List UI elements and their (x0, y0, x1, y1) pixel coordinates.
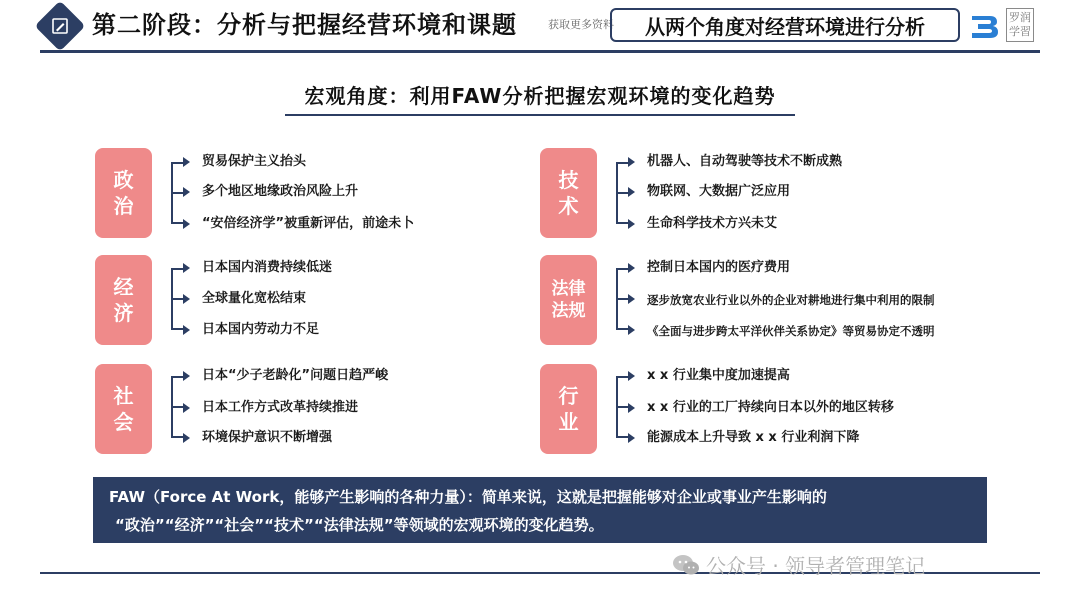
factor-item: 贸易保护主义抬头 (202, 154, 307, 169)
pencil-icon (35, 1, 86, 52)
factor-item: 物联网、大数据广泛应用 (647, 184, 791, 199)
section-title: 从两个角度对经营环境进行分析 (610, 8, 960, 42)
factor-label: 政 治 (113, 168, 134, 218)
logo-stamp: 罗润 学習 (1006, 8, 1034, 42)
factor-label: 行 业 (558, 384, 579, 434)
factor-item: 控制日本国内的医疗费用 (647, 260, 791, 275)
definition-box (93, 477, 987, 543)
factor-item: 多个地区地缘政治风险上升 (202, 184, 359, 199)
brand-logo-icon (970, 12, 1000, 40)
factor-badge (95, 148, 152, 238)
definition-line: “政治”“经济”“社会”“技术”“法律法规”等领域的宏观环境的变化趋势。 (115, 516, 604, 534)
subtitle: 宏观角度：利用FAW分析把握宏观环境的变化趋势 (304, 84, 776, 108)
factor-badge (95, 364, 152, 454)
factor-item: 能源成本上升导致 x x 行业利润下降 (647, 430, 860, 445)
factor-label: 技 术 (558, 168, 579, 218)
subtitle-underline (285, 114, 795, 116)
wechat-icon (672, 554, 700, 576)
factor-badge (540, 148, 597, 238)
factor-item: 全球量化宽松结束 (202, 291, 307, 306)
factor-badge (95, 255, 152, 345)
factor-item: 逐步放宽农业行业以外的企业对耕地进行集中利用的限制 (647, 293, 935, 307)
definition-line: FAW（Force At Work，能够产生影响的各种力量）：简单来说，这就是把握能够对企业或事业产生影响的 (109, 488, 827, 506)
factor-item: 《全面与进步跨太平洋伙伴关系协定》等贸易协定不透明 (647, 324, 935, 338)
factor-label: 经 济 (113, 275, 134, 325)
header-divider (40, 50, 1040, 53)
factor-label: 社 会 (113, 384, 134, 434)
header-watermark: 获取更多资料 (548, 18, 614, 31)
factor-item: 生命科学技术方兴未艾 (647, 216, 778, 231)
factor-item: “安倍经济学”被重新评估，前途未卜 (202, 216, 415, 231)
factor-badge (540, 364, 597, 454)
factor-item: x x 行业集中度加速提高 (647, 368, 790, 383)
factor-item: x x 行业的工厂持续向日本以外的地区转移 (647, 400, 894, 415)
factor-label: 法律 法规 (551, 279, 586, 321)
factor-item: 日本工作方式改革持续推进 (202, 400, 359, 415)
factor-item: 日本国内劳动力不足 (202, 322, 320, 337)
footer-watermark (672, 550, 925, 579)
factor-badge (540, 255, 597, 345)
footer-watermark-text: 公众号 · 领导者管理笔记 (706, 554, 926, 578)
factor-item: 日本国内消费持续低迷 (202, 260, 333, 275)
factor-item: 环境保护意识不断增强 (202, 430, 333, 445)
factor-item: 机器人、自动驾驶等技术不断成熟 (647, 154, 843, 169)
page-title: 第二阶段：分析与把握经营环境和课题 (92, 11, 517, 39)
factor-item: 日本“少子老龄化”问题日趋严峻 (202, 368, 389, 383)
